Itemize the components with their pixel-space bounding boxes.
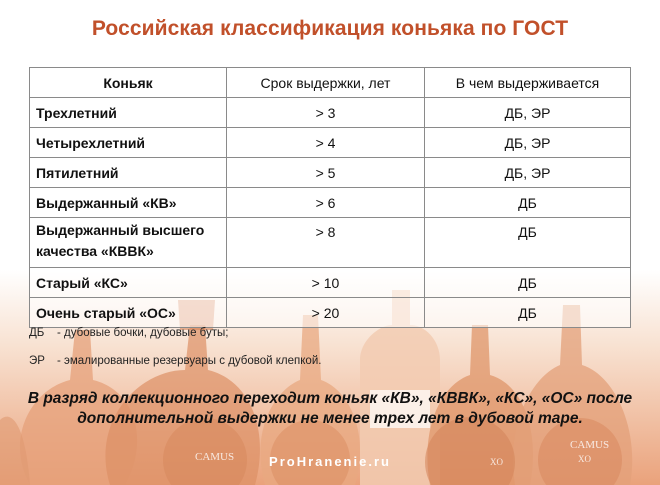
site-watermark: ProHranenie.ru xyxy=(269,454,391,469)
cognac-name-line-2: качества «КВВК» xyxy=(36,243,154,259)
cognac-name: Выдержанный «КВ» xyxy=(30,188,227,218)
cognac-name: Четырехлетний xyxy=(30,128,227,158)
svg-text:CAMUS: CAMUS xyxy=(195,451,235,463)
aging-years: > 8 xyxy=(227,218,425,268)
aging-years: > 3 xyxy=(227,98,425,128)
gost-classification-table xyxy=(29,67,631,328)
aging-years: > 6 xyxy=(227,188,425,218)
legend-item-er xyxy=(29,355,321,367)
svg-text:XO: XO xyxy=(490,457,503,467)
aging-vessel: ДБ xyxy=(425,188,631,218)
legend-text: - дубовые бочки, дубовые буты; xyxy=(57,327,229,339)
collection-note-line-1: В разряд коллекционного переходит коньяк «КВ», «КВВК», «КС», «ОС» после xyxy=(27,390,633,407)
aging-years: > 10 xyxy=(227,268,425,298)
svg-text:XO: XO xyxy=(578,454,591,464)
svg-text:CAMUS: CAMUS xyxy=(570,439,610,451)
collection-note xyxy=(0,389,660,429)
table-row xyxy=(30,268,631,298)
cognac-name: Трехлетний xyxy=(30,98,227,128)
aging-vessel: ДБ xyxy=(425,298,631,328)
aging-vessel: ДБ, ЭР xyxy=(425,98,631,128)
cognac-name: Пятилетний xyxy=(30,158,227,188)
cognac-name-line-1: Выдержанный высшего xyxy=(36,222,205,238)
collection-note-line-2: дополнительной выдержки не менее трех лет в дубовой таре. xyxy=(77,410,583,427)
aging-vessel: ДБ xyxy=(425,218,631,268)
legend-item-db xyxy=(29,327,228,339)
column-header-cognac: Коньяк xyxy=(30,68,227,98)
cognac-name xyxy=(30,218,227,268)
aging-vessel: ДБ xyxy=(425,268,631,298)
table-row xyxy=(30,158,631,188)
table-row xyxy=(30,98,631,128)
cognac-name: Очень старый «ОС» xyxy=(30,298,227,328)
aging-vessel: ДБ, ЭР xyxy=(425,158,631,188)
legend-text: - эмалированные резервуары с дубовой клепкой. xyxy=(57,355,322,367)
column-header-aging: Срок выдержки, лет xyxy=(227,68,425,98)
legend-abbr: ДБ xyxy=(29,327,45,339)
table-row xyxy=(30,298,631,328)
page-title: Российская классификация коньяка по ГОСТ xyxy=(91,17,569,40)
table-row xyxy=(30,218,631,268)
cognac-name: Старый «КС» xyxy=(30,268,227,298)
aging-years: > 4 xyxy=(227,128,425,158)
table-header-row xyxy=(30,68,631,98)
table-row xyxy=(30,188,631,218)
column-header-vessel: В чем выдерживается xyxy=(425,68,631,98)
aging-years: > 20 xyxy=(227,298,425,328)
aging-vessel: ДБ, ЭР xyxy=(425,128,631,158)
legend-abbr: ЭР xyxy=(29,355,45,367)
table-row xyxy=(30,128,631,158)
aging-years: > 5 xyxy=(227,158,425,188)
